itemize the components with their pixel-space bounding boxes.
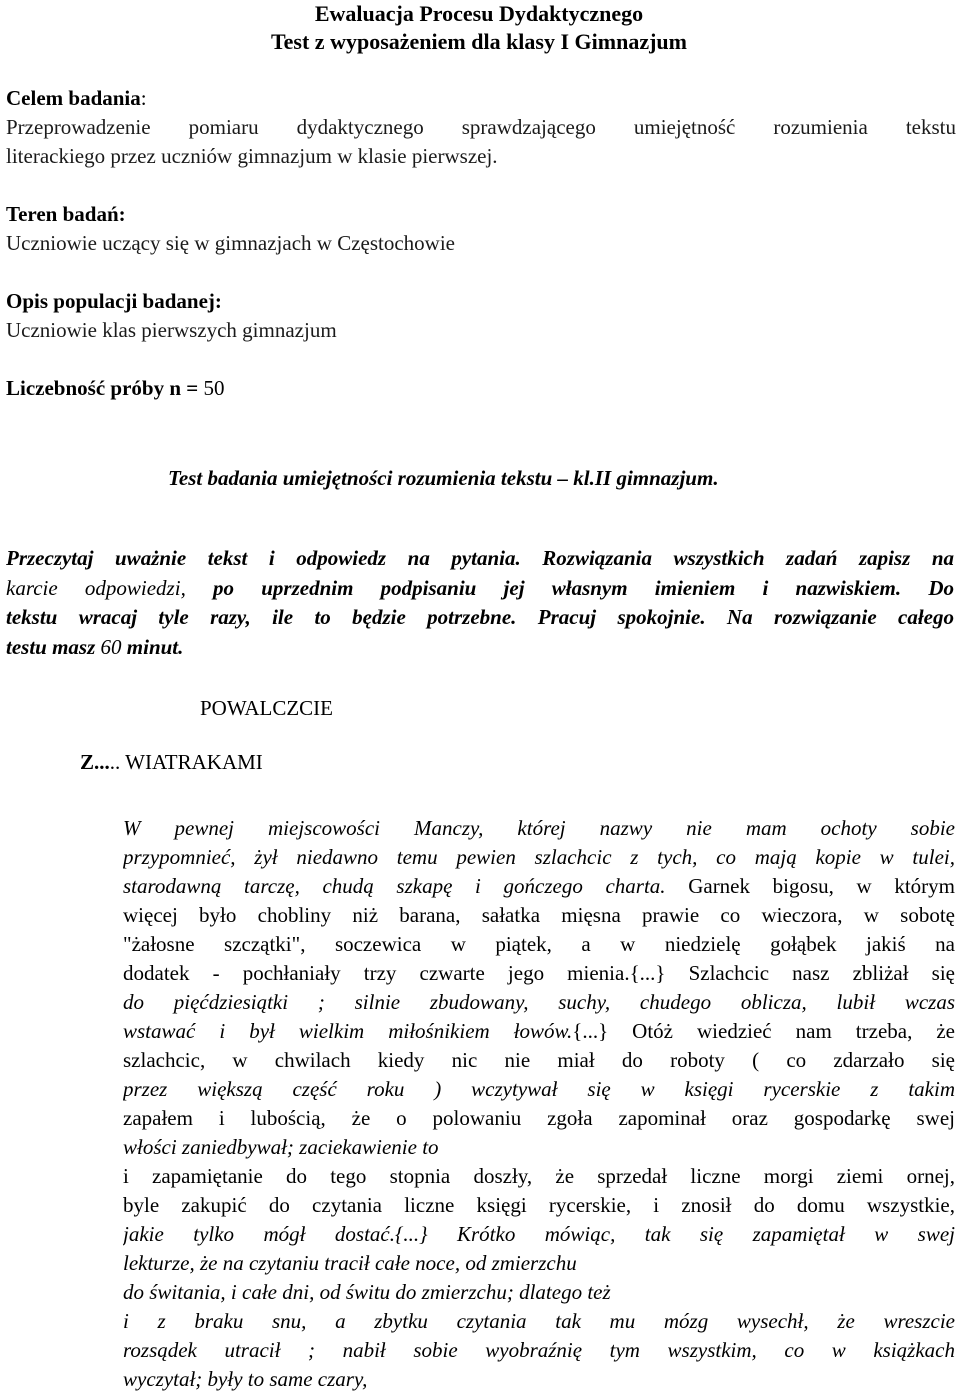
instructions-fragment: minut. [121, 634, 184, 659]
story-line: szlachcic, w chwilach kiedy nic nie miał do roboty ( co zdarzało się [123, 1048, 955, 1072]
instructions-fragment: po uprzednim podpisaniu jej własnym imieniem i nazwiskiem. Do [185, 575, 954, 600]
population-section [6, 287, 956, 345]
story-line: dodatek - pochłaniały trzy czwarte jego mienia.{...} Szlachcic nasz zbliżał się [123, 961, 955, 985]
story-line: W pewnej miejscowości Manczy, której nazwy nie mam ochoty sobie [123, 816, 955, 840]
story-title-line1: POWALCZCIE [200, 696, 333, 720]
instructions-fragment: karcie odpowiedzi, [6, 575, 186, 600]
story-line [123, 872, 955, 901]
goal-heading-text: Celem badania [6, 86, 141, 110]
goal-heading-colon: : [140, 86, 147, 110]
goal-text-line1: Przeprowadzenie pomiaru dydaktycznego sprawdzającego umiejętność rozumienia tekstu [6, 115, 956, 139]
story-line: do pięćdziesiątki ; silnie zbudowany, suchy, chudego oblicza, lubił wczas [123, 990, 955, 1014]
sample-size-value: 50 [198, 376, 225, 400]
story-line: włości zaniedbywał; zaciekawienie to [123, 1135, 439, 1159]
sample-size [6, 374, 224, 403]
instructions-row: Przeczytaj uważnie tekst i odpowiedz na pytania. Rozwiązania wszystkich zadań zapisz na [6, 546, 954, 570]
story-line: lekturze, że na czytaniu tracił całe noce, od zmierzchu [123, 1251, 577, 1275]
story-line: przez większą część roku ) wczytywał się w księgi rycerskie z takim [123, 1077, 955, 1101]
goal-section [6, 84, 956, 171]
instructions-row [6, 633, 954, 663]
story-title-z: Z... [80, 750, 110, 774]
document-title: Ewaluacja Procesu Dydaktycznego [314, 1, 644, 26]
goal-heading [6, 84, 956, 113]
story-line: wyczytał; były to same czary, [123, 1367, 368, 1391]
instructions [6, 544, 954, 662]
story-line: "żałosne szczątki", soczewica w piątek, a w niedzielę gołąbek jakiś na [123, 932, 955, 956]
story-line-part: Garnek bigosu, w którym [688, 874, 955, 898]
story-line-part: starodawną tarczę, chudą szkapę i gończego charta. [123, 874, 689, 898]
story-line: i z braku snu, a zbytku czytania tak mu mózg wysechł, że wreszcie [123, 1309, 955, 1333]
goal-text-line2: literackiego przez uczniów gimnazjum w klasie pierwszej. [6, 144, 498, 168]
story-title-line2 [80, 748, 263, 776]
area-text: Uczniowie uczący się w gimnazjach w Częstochowie [6, 231, 455, 255]
instructions-row [6, 574, 954, 604]
document-subtitle: Test z wyposażeniem dla klasy I Gimnazjum [271, 29, 687, 54]
area-heading: Teren badań: [6, 202, 126, 226]
story-line: zapałem i lubością, że o polowaniu zgoła zapominał oraz gospodarkę swej [123, 1106, 955, 1130]
story-line: rozsądek utracił ; nabił sobie wyobraźnię tym wszystkim, co w książkach [123, 1338, 955, 1362]
instructions-fragment: 60 [100, 634, 122, 659]
story-line: do świtania, i całe dni, od świtu do zmierzchu; dlatego też [123, 1280, 611, 1304]
area-section [6, 200, 956, 258]
story-text [123, 814, 955, 1394]
story-line-part: wstawać i był wielkim miłośnikiem łowów. [123, 1019, 573, 1043]
story-line: jakie tylko mógł dostać.{...} Krótko mówiąc, tak się zapamiętał w swej [123, 1222, 955, 1246]
test-title: Test badania umiejętności rozumienia tekstu – kl.II gimnazjum. [168, 466, 719, 490]
sample-size-label: Liczebność próby n = [6, 376, 199, 400]
story-line-part: {...} Otóż wiedzieć nam trzeba, że [572, 1019, 955, 1043]
instructions-fragment: testu masz [6, 634, 101, 659]
population-text: Uczniowie klas pierwszych gimnazjum [6, 318, 337, 342]
population-heading: Opis populacji badanej: [6, 289, 222, 313]
instructions-row: tekstu wracaj tyle razy, ile to będzie potrzebne. Pracuj spokojnie. Na rozwiązanie całego [6, 605, 954, 629]
story-line: byle zakupić do czytania liczne księgi rycerskie, i znosił do domu wszystkie, [123, 1193, 955, 1217]
story-line: więcej było chobliny niż barana, sałatka mięsna prawie co wieczora, w sobotę [123, 903, 955, 927]
story-title-rest: .. WIATRAKAMI [109, 750, 263, 774]
story-line [123, 1017, 955, 1046]
story-line: przypomnieć, żył niedawno temu pewien szlachcic z tych, co mają kopie w tulei, [123, 845, 955, 869]
story-line: i zapamiętanie do tego stopnia doszły, że sprzedał liczne morgi ziemi ornej, [123, 1164, 955, 1188]
